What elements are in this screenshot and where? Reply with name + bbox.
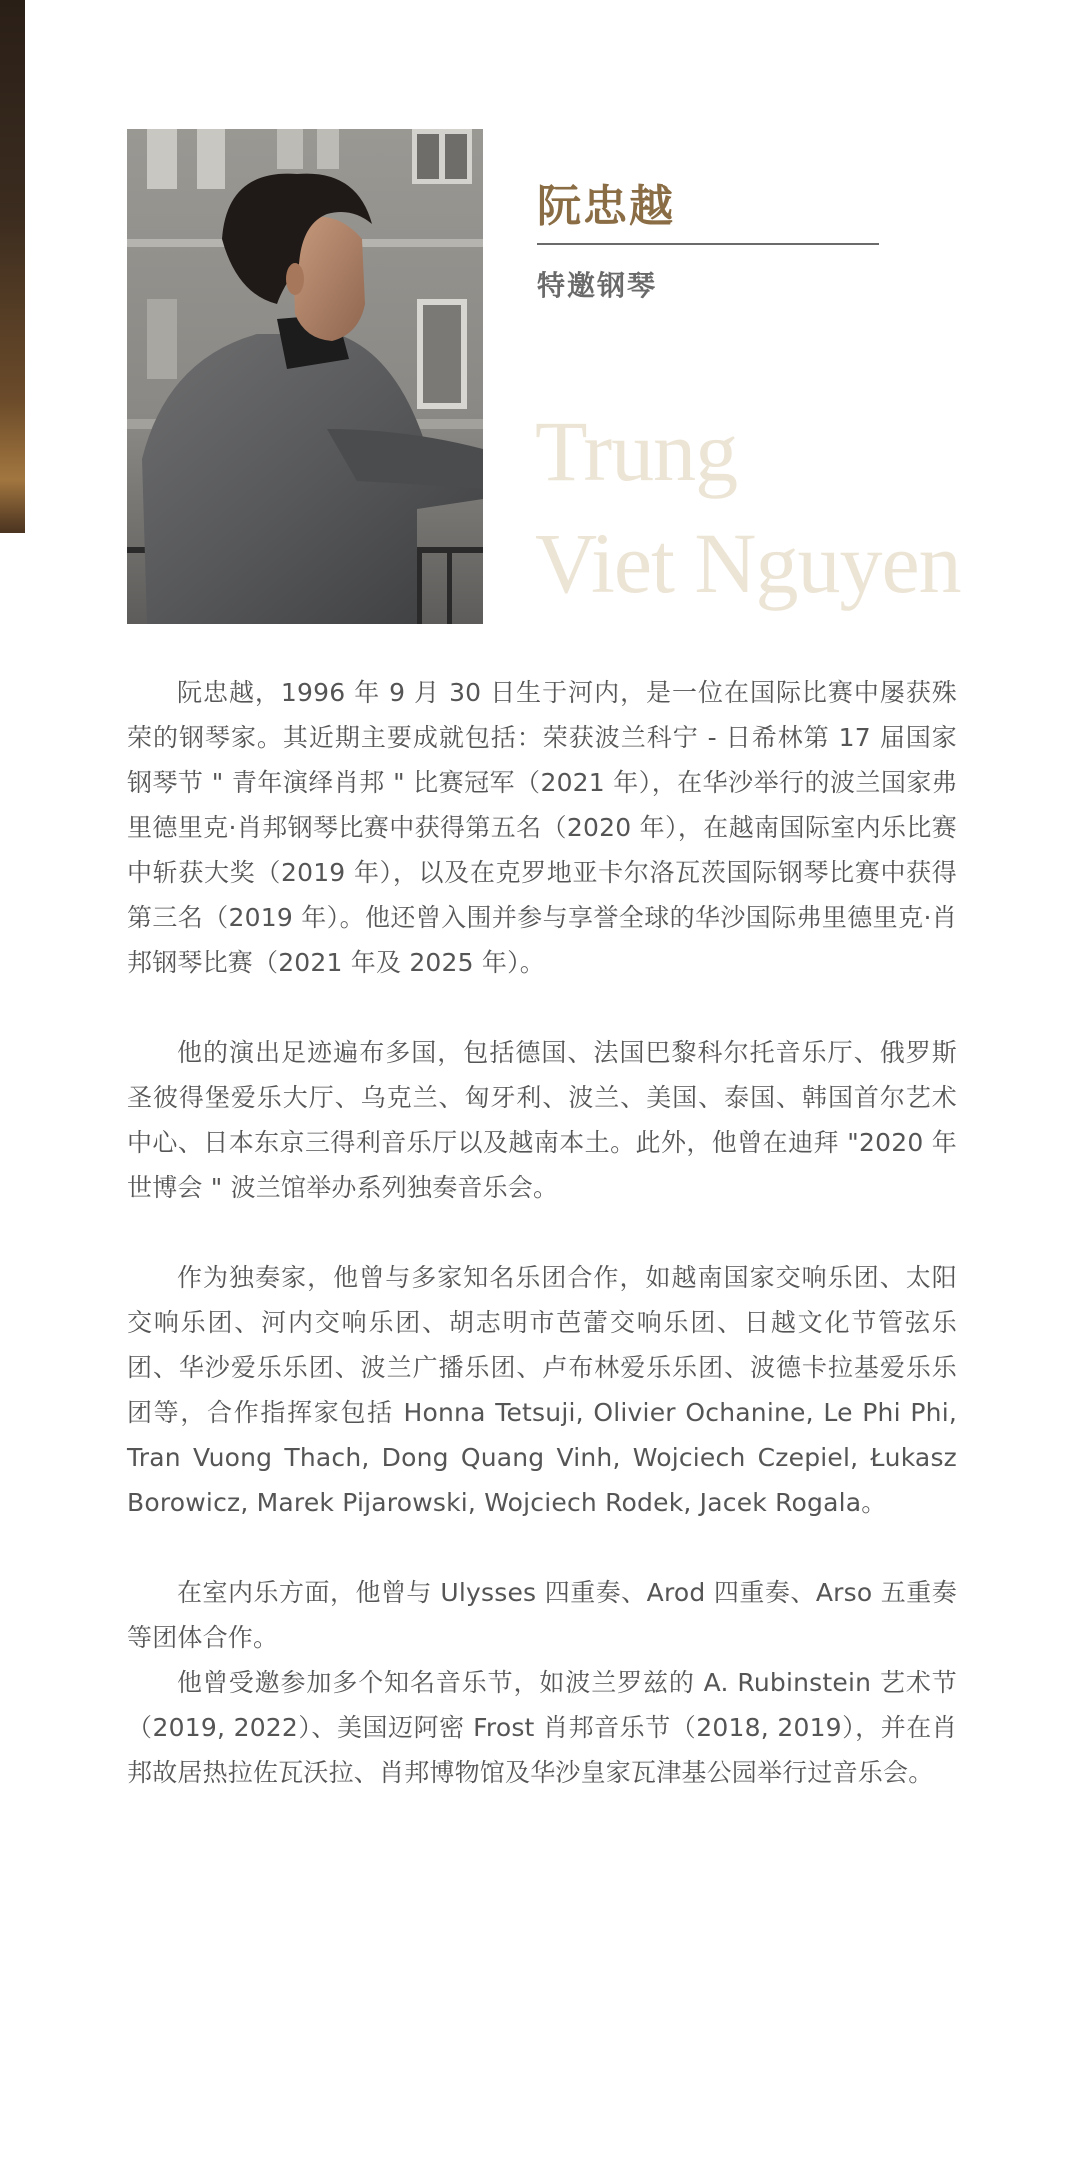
pianist-role: 特邀钢琴: [537, 269, 658, 302]
pianist-portrait-photo: [127, 129, 483, 624]
bio-paragraph-achievements: 阮忠越，1996 年 9 月 30 日生于河内，是一位在国际比赛中屡获殊荣的钢琴家。其近期主要成就包括：荣获波兰科宁 - 日希林第 17 届国家钢琴节 " 青年演绎肖邦 " 比赛冠军（2021 年），在华沙举行的波兰国家弗里德里克·肖邦钢琴比赛中获得第五名（2020 年），在越南国际室内乐比赛中斩获大奖（2019 年），以及在克罗地亚卡尔洛瓦茨国际钢琴比赛中获得第三名（2019 年）。他还曾入围并参与享誉全球的华沙国际弗里德里克·肖邦钢琴比赛（2021 年及 2025 年）。: [127, 678, 957, 977]
bio-paragraph-festivals: 他曾受邀参加多个知名音乐节，如波兰罗兹的 A. Rubinstein 艺术节（2019, 2022）、美国迈阿密 Frost 肖邦音乐节（2018, 2019），并在肖邦故居热拉佐瓦沃拉、肖邦博物馆及华沙皇家瓦津基公园举行过音乐会。: [127, 1668, 957, 1787]
bio-paragraph-chamber-music: 在室内乐方面，他曾与 Ulysses 四重奏、Arod 四重奏、Arso 五重奏等团体合作。: [127, 1578, 957, 1652]
pianist-name-chinese: 阮忠越: [537, 181, 675, 232]
bio-paragraph-orchestras: 作为独奏家，他曾与多家知名乐团合作，如越南国家交响乐团、太阳交响乐团、河内交响乐团、胡志明市芭蕾交响乐团、日越文化节管弦乐团、华沙爱乐乐团、波兰广播乐团、卢布林爱乐乐团、波德卡拉基爱乐乐团等，合作指挥家包括 Honna Tetsuji, Olivier Ochanine, Le Phi Phi, Tran Vuong Thach, Dong Quang Vinh, Wojciech Czepiel, Łukasz Borowicz, Marek Pijarowski, Wojciech Rodek, Jacek Rogala。: [127, 1263, 957, 1517]
title-divider: [537, 243, 879, 245]
biography: [127, 670, 957, 1795]
cropped-photo-edge: [0, 0, 25, 533]
pianist-name-latin: [535, 395, 961, 619]
latin-name-line2: Viet Nguyen: [535, 515, 961, 611]
bio-paragraph-performances: 他的演出足迹遍布多国，包括德国、法国巴黎科尔托音乐厅、俄罗斯圣彼得堡爱乐大厅、乌克兰、匈牙利、波兰、美国、泰国、韩国首尔艺术中心、日本东京三得利音乐厅以及越南本土。此外，他曾在迪拜 "2020 年世博会 " 波兰馆举办系列独奏音乐会。: [127, 1038, 957, 1202]
latin-name-line1: Trung: [535, 403, 738, 499]
